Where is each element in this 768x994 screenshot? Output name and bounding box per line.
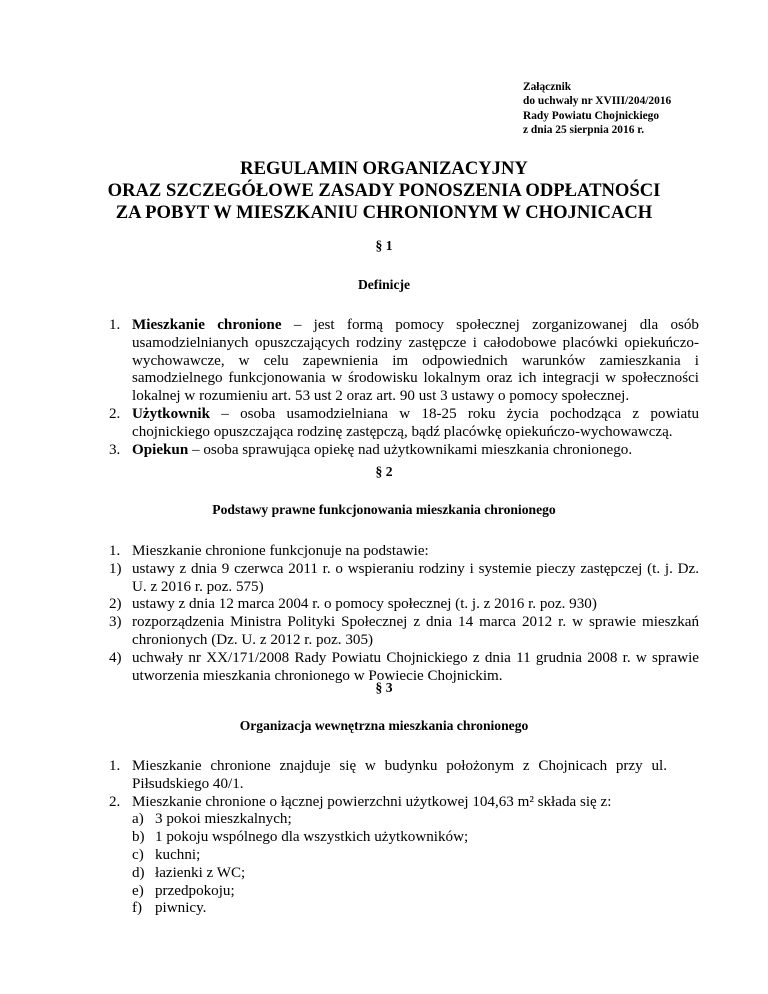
item-letter: f) xyxy=(132,900,143,917)
title-line-1: REGULAMIN ORGANIZACYJNY xyxy=(240,158,528,179)
definition-text: – jest formą pomocy społecznej zorganizowanej dla osób usamodzielnianych opuszczających rodziny zastępcze i całodobowe placówki opiekuńczo-wychowawcze, w celu zapewnienia im odpowiednich warunków zamieszkania i samodzielnego funkcjonowania w środowisku lokalnym oraz ich integracji w społeczności lokalnej w rozumieniu art. 53 ust 2 oraz art. 90 ust 3 ustawy o pomocy społecznej. xyxy=(132,317,699,405)
item-text: Mieszkanie chronione o łącznej powierzchni użytkowej 104,63 m² składa się z: xyxy=(132,793,612,810)
list-item xyxy=(109,543,699,561)
list-item xyxy=(132,883,699,901)
list-item xyxy=(109,561,699,597)
definition-term: Mieszkanie chronione xyxy=(132,317,282,333)
item-letter: c) xyxy=(132,846,144,863)
resolution-date: z dnia 25 sierpnia 2016 r. xyxy=(523,124,645,137)
title-line-2: ORAZ SZCZEGÓŁOWE ZASADY PONOSZENIA ODPŁATNOŚCI xyxy=(107,180,661,201)
section-3-mark: § 3 xyxy=(375,680,393,695)
definition-term: Użytkownik xyxy=(132,405,210,422)
list-item xyxy=(109,406,699,442)
item-number: 1. xyxy=(109,758,121,774)
definition-text: – osoba sprawująca opiekę nad użytkownikami mieszkania chronionego. xyxy=(188,441,633,458)
title-line-3: ZA POBYT W MIESZKANIU CHRONIONYM W CHOJNICACH xyxy=(115,202,653,223)
list-item xyxy=(109,758,699,794)
list-item xyxy=(132,865,699,883)
section-1-heading: Definicje xyxy=(357,277,411,292)
item-number: 3) xyxy=(109,614,122,631)
item-number: 3. xyxy=(109,441,121,458)
item-text: kuchni; xyxy=(155,846,201,863)
list-item xyxy=(109,614,699,650)
attachment-note xyxy=(523,80,671,138)
section-2-mark: § 2 xyxy=(375,464,393,479)
item-number: 1. xyxy=(109,317,121,333)
item-number: 1. xyxy=(109,543,121,559)
list-item xyxy=(132,847,699,865)
list-item xyxy=(109,317,699,406)
item-text: 3 pokoi mieszkalnych; xyxy=(155,811,292,828)
section-3-list xyxy=(109,758,699,918)
definition-text: – osoba usamodzielniana w 18-25 roku życia pochodząca z powiatu chojnickiego opuszczająca rodzinę zastępczą, bądź placówkę opiekuńczo-wychowawczą. xyxy=(132,405,699,440)
item-number: 2. xyxy=(109,405,121,422)
item-text: przedpokoju; xyxy=(155,882,235,899)
list-item xyxy=(132,811,699,829)
section-1-mark: § 1 xyxy=(375,238,393,253)
item-text: rozporządzenia Ministra Polityki Społecznej z dnia 14 marca 2012 r. w sprawie mieszkań chronionych (Dz. U. z 2012 r. poz. 305) xyxy=(132,614,699,648)
list-item xyxy=(132,829,699,847)
list-item xyxy=(132,900,699,918)
item-number: 2) xyxy=(109,596,122,613)
list-item xyxy=(109,596,699,614)
section-3-heading: Organizacja wewnętrzna mieszkania chronionego xyxy=(239,718,529,733)
item-letter: b) xyxy=(132,829,145,846)
item-text: uchwały nr XX/171/2008 Rady Powiatu Chojnickiego z dnia 11 grudnia 2008 r. w sprawie utworzenia mieszkania chronionego w Powiecie Chojnickim. xyxy=(132,649,699,684)
item-number: 2. xyxy=(109,793,121,810)
room-list xyxy=(132,811,699,918)
item-letter: a) xyxy=(132,811,144,828)
item-letter: e) xyxy=(132,882,144,899)
resolution-number: do uchwały nr XVIII/204/2016 xyxy=(523,95,672,108)
document-title xyxy=(0,158,768,224)
section-1-list xyxy=(109,317,699,459)
item-text: piwnicy. xyxy=(155,900,207,917)
attachment-label: Załącznik xyxy=(523,81,572,93)
item-number: 4) xyxy=(109,649,122,666)
item-letter: d) xyxy=(132,864,145,881)
section-2-heading: Podstawy prawne funkcjonowania mieszkania chronionego xyxy=(212,502,556,517)
section-2-list xyxy=(109,543,699,685)
item-text: Mieszkanie chronione znajduje się w budynku położonym z Chojnicach przy ul. Piłsudskiego 40/1. xyxy=(132,758,667,792)
list-item xyxy=(109,794,699,812)
item-text: Mieszkanie chronione funkcjonuje na podstawie: xyxy=(132,543,429,559)
definition-term: Opiekun xyxy=(132,441,189,458)
item-number: 1) xyxy=(109,560,122,577)
item-text: ustawy z dnia 12 marca 2004 r. o pomocy społecznej (t. j. z 2016 r. poz. 930) xyxy=(132,596,597,613)
list-item xyxy=(109,442,699,460)
item-text: 1 pokoju wspólnego dla wszystkich użytkowników; xyxy=(155,829,469,846)
council-name: Rady Powiatu Chojnickiego xyxy=(523,109,660,122)
item-text: ustawy z dnia 9 czerwca 2011 r. o wspieraniu rodziny i systemie pieczy zastępczej (t. j. Dz. U. z 2016 r. poz. 575) xyxy=(132,560,699,595)
item-text: łazienki z WC; xyxy=(155,864,246,881)
